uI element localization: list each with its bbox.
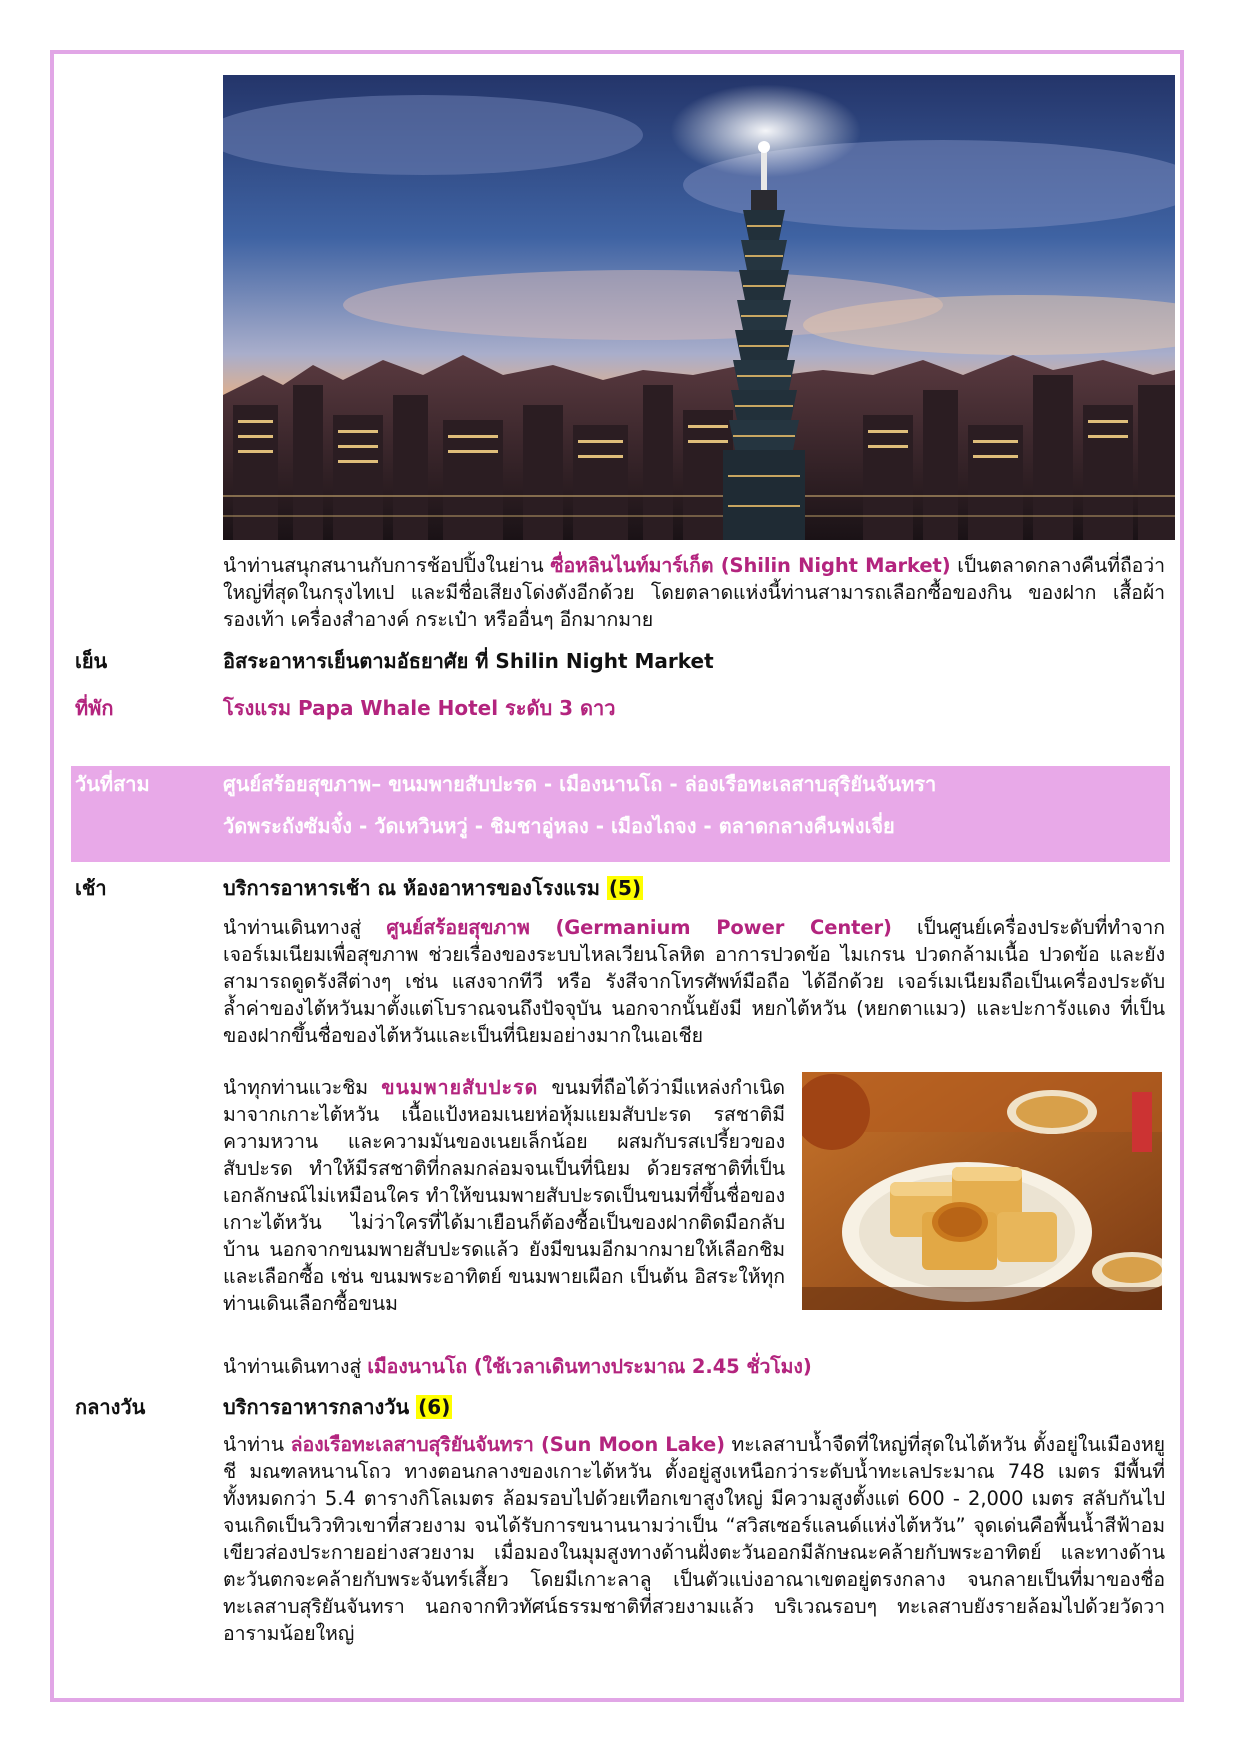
taipei-skyline-photo xyxy=(223,75,1175,540)
germanium-paragraph xyxy=(223,914,1165,1049)
lunch-text: บริการอาหารกลางวัน xyxy=(223,1395,417,1419)
shilin-text-intro: นำท่านสนุกสนานกับการช้อปปิ้งในย่าน xyxy=(223,554,551,577)
pineapple-text-rest: ขนมที่ถือได้ว่ามีแหล่งกำเนิดมาจากเกาะไต้หวัน เนื้อแป้งหอมเนยห่อหุ้มแยมสับปะรด รสชาติมีความหวาน และความมันของเนยเล็กน้อย ผสมกับรสเปรี้ยวของสับปะรด ทำให้มีรสชาติที่กลมกล่อมจนเป็นที่นิยม ด้วยรสชาติที่เป็นเอกลักษณ์ไม่เหมือนใคร ทำให้ขนมพายสับปะรดเป็นขนมที่ขึ้นชื่อของเกาะไต้หวัน ไม่ว่าใครที่ได้มาเยือนก็ต้องซื้อเป็นของฝากติดมือกลับบ้าน นอกจากขนมพายสับปะรดแล้ว ยังมีขนมอีกมากมายให้เลือกชิม และเลือกซื้อ เช่น ขนมพระอาทิตย์ ขนมพายเผือก เป็นต้น อิสระให้ทุกท่านเดินเลือกซื้อขนม xyxy=(223,1076,786,1315)
germanium-text-intro: นำท่านเดินทางสู่ xyxy=(223,916,387,939)
breakfast-label: เช้า xyxy=(75,876,107,900)
travel-text: นำท่านเดินทางสู่ xyxy=(223,1355,368,1378)
germanium-text-rest: เป็นศูนย์เครื่องประดับที่ทำจากเจอร์เมเนียมเพื่อสุขภาพ ช่วยเรื่องของระบบไหลเวียนโลหิต อาการปวดข้อ ไมเกรน ปวดกล้ามเนื้อ ปวดข้อ และยังสามารถดูดรังสีต่างๆ เช่น แสงจากทีวี หรือ รังสีจากโทรศัพท์มือถือ ได้อีกด้วย เจอร์เมเนียมถือเป็นเครื่องประดับล้ำค่าของไต้หวันมาตั้งแต่โบราณจนถึงปัจจุบัน นอกจากนั้นยังมี หยกไต้หวัน (หยกตาแมว) และปะการังแดง ที่เป็นของฝากขึ้นชื่อของไต้หวันและเป็นที่นิยมอย่างมากในเอเชีย xyxy=(223,916,1165,1047)
shilin-text-rest: เป็นตลาดกลางคืนที่ถือว่าใหญ่ที่สุดในกรุงไทเป และมีชื่อเสียงโด่งดังอีกด้วย โดยตลาดแห่งนี้ท่านสามารถเลือกซื้อของกิน ของฝาก เสื้อผ้า รองเท้า เครื่องสำอางค์ กระเป๋า หรืออื่นๆ อีกมากมาย xyxy=(223,554,1165,631)
breakfast-line xyxy=(223,874,643,902)
dinner-text: อิสระอาหารเย็นตามอัธยาศัย ที่ Shilin Night Market xyxy=(223,649,714,673)
shilin-highlight: ซื่อหลินไนท์มาร์เก็ต (Shilin Night Market) xyxy=(550,554,951,577)
sunmoon-text-intro: นำท่าน xyxy=(223,1433,291,1456)
breakfast-text: บริการอาหารเช้า ณ ห้องอาหารของโรงแรม xyxy=(223,876,607,900)
pineapple-highlight: ขนมพายสับปะรด xyxy=(381,1076,539,1099)
travel-line xyxy=(223,1353,1165,1380)
sunmoon-text-rest: ทะเลสาบน้ำจืดที่ใหญ่ที่สุดในไต้หวัน ตั้งอยู่ในเมืองหยูชี มณฑลหนานโถว ทางตอนกลางของเกาะไต้หวัน ตั้งอยู่สูงเหนือกว่าระดับน้ำทะเลประมาณ 748 เมตร มีพื้นที่ทั้งหมดกว่า 5.4 ตารางกิโลเมตร ล้อมรอบไปด้วยเทือกเขาสูงใหญ่ มีความสูงตั้งแต่ 600 - 2,000 เมตร สลับกันไปจนเกิดเป็นวิวทิวเขาที่สวยงาม จนได้รับการขนานนามว่าเป็น “สวิสเซอร์แลนด์แห่งไต้หวัน” จุดเด่นคือพื้นน้ำสีฟ้าอมเขียวส่องประกายอย่างสวยงาม เมื่อมองในมุมสูงทางด้านฝั่งตะวันออกมีลักษณะคล้ายกับพระอาทิตย์ และทางด้านตะวันตกจะคล้ายกับพระจันทร์เสี้ยว โดยมีเกาะลาลู เป็นตัวแบ่งอาณาเขตอยู่ตรงกลาง จนกลายเป็นที่มาของชื่อ ทะเลสาบสุริยันจันทรา นอกจากทิวทัศน์ธรรมชาติที่สวยงามแล้ว บริเวณรอบๆ ทะเลสาบยังรายล้อมไปด้วยวัดวาอารามน้อยใหญ่ xyxy=(223,1433,1165,1645)
germanium-highlight: ศูนย์สร้อยสุขภาพ (Germanium Power Center) xyxy=(386,916,892,939)
travel-highlight: เมืองนานโถ (ใช้เวลาเดินทางประมาณ 2.45 ชั่วโมง) xyxy=(367,1355,812,1378)
sun-moon-lake-paragraph xyxy=(223,1431,1165,1647)
dinner-label: เย็น xyxy=(75,649,108,673)
lunch-label: กลางวัน xyxy=(75,1395,146,1419)
hotel-text: โรงแรม Papa Whale Hotel ระดับ 3 ดาว xyxy=(223,696,616,720)
day-three-route-line-2: วัดพระถังซัมจั๋ง - วัดเหวินหวู่ - ชิมชาอู่หลง - เมืองไถจง - ตลาดกลางคืนฟงเจี่ย xyxy=(223,814,895,838)
sunmoon-highlight: ล่องเรือทะเลสาบสุริยันจันทรา (Sun Moon Lake) xyxy=(290,1433,725,1456)
meal-number-badge: (5) xyxy=(608,876,642,900)
lunch-line xyxy=(223,1393,452,1421)
shilin-paragraph xyxy=(223,552,1165,633)
meal-number-badge: (6) xyxy=(418,1395,451,1419)
pineapple-cake-photo xyxy=(802,1072,1162,1310)
day-three-route-line-1: ศูนย์สร้อยสุขภาพ– ขนมพายสับปะรด - เมืองนานโถ - ล่องเรือทะเลสาบสุริยันจันทรา xyxy=(223,772,937,796)
day-three-label: วันที่สาม xyxy=(75,772,150,796)
pineapple-cake-paragraph xyxy=(223,1074,785,1317)
hotel-label: ที่พัก xyxy=(75,696,114,720)
day-three-header xyxy=(71,766,1170,862)
pineapple-text-intro: นำทุกท่านแวะชิม xyxy=(223,1076,382,1099)
